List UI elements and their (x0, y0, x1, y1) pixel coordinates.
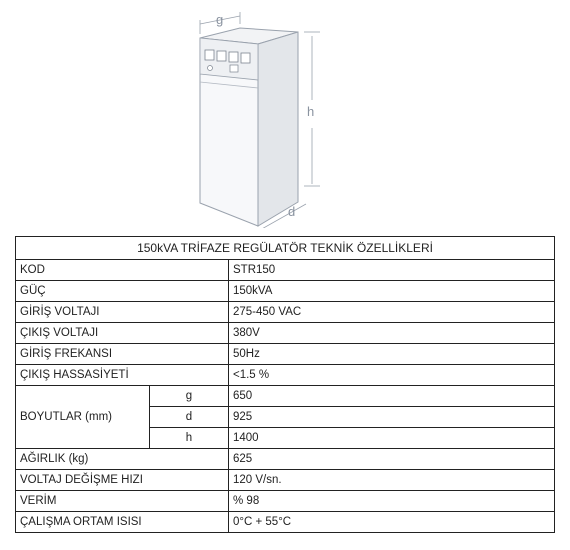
row-label: VOLTAJ DEĞİŞME HIZI (16, 470, 229, 491)
row-label: VERİM (16, 491, 229, 512)
dimension-g-label: g (216, 12, 224, 27)
row-label: AĞIRLIK (kg) (16, 449, 229, 470)
row-label: ÇIKIŞ HASSASİYETİ (16, 365, 229, 386)
dimension-value: 925 (229, 407, 555, 428)
table-row (16, 512, 555, 533)
table-row (16, 491, 555, 512)
row-value: 150kVA (229, 281, 555, 302)
cabinet-illustration (180, 8, 350, 228)
dimension-h-label: h (307, 104, 315, 119)
row-label: GİRİŞ FREKANSI (16, 344, 229, 365)
dimension-key: g (150, 386, 229, 407)
row-value: 275-450 VAC (229, 302, 555, 323)
table-row (16, 323, 555, 344)
row-value: 380V (229, 323, 555, 344)
dimension-value: 650 (229, 386, 555, 407)
row-value: 50Hz (229, 344, 555, 365)
row-value: STR150 (229, 260, 555, 281)
row-value: 120 V/sn. (229, 470, 555, 491)
table-row (16, 365, 555, 386)
dimension-value: 1400 (229, 428, 555, 449)
dimensions-label: BOYUTLAR (mm) (16, 386, 150, 449)
regulator-cabinet-drawing (180, 8, 350, 228)
row-value: % 98 (229, 491, 555, 512)
dimension-row (16, 386, 555, 407)
row-value: 0°C + 55°C (229, 512, 555, 533)
dimension-d-label: d (288, 204, 296, 219)
row-value: 625 (229, 449, 555, 470)
table-row (16, 449, 555, 470)
row-label: GİRİŞ VOLTAJI (16, 302, 229, 323)
dimension-key: d (150, 407, 229, 428)
table-row (16, 344, 555, 365)
table-title: 150kVA TRİFAZE REGÜLATÖR TEKNİK ÖZELLİKLERİ (16, 237, 555, 260)
dimension-key: h (150, 428, 229, 449)
row-label: ÇIKIŞ VOLTAJI (16, 323, 229, 344)
table-row (16, 260, 555, 281)
table-row (16, 470, 555, 491)
table-title-row (16, 237, 555, 260)
table-row (16, 302, 555, 323)
spec-table (15, 236, 555, 533)
row-label: ÇALIŞMA ORTAM ISISI (16, 512, 229, 533)
row-label: GÜÇ (16, 281, 229, 302)
row-label: KOD (16, 260, 229, 281)
table-row (16, 281, 555, 302)
row-value: <1.5 % (229, 365, 555, 386)
